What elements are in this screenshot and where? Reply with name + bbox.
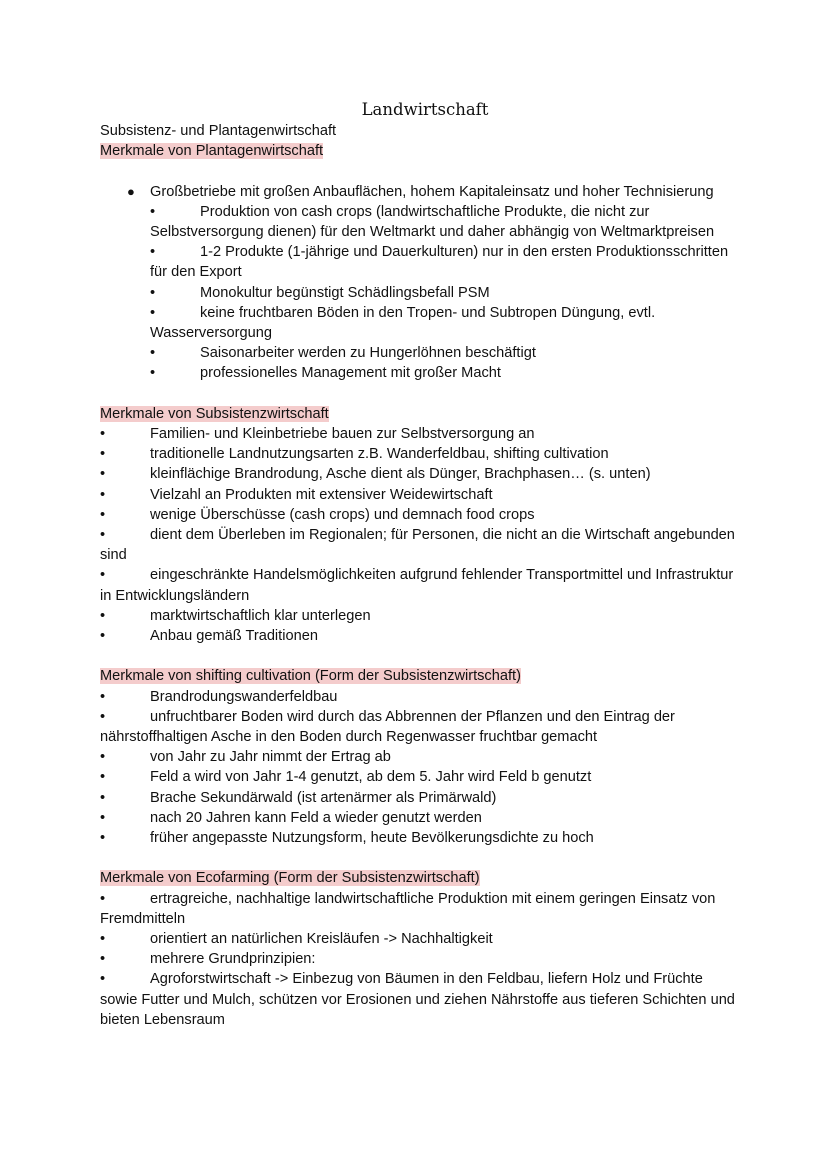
list-item-text: Brache Sekundärwald (ist artenärmer als Primärwald) xyxy=(150,789,497,806)
bullet-icon: • xyxy=(150,244,156,261)
bullet-icon: • xyxy=(100,426,106,443)
list-item-text: kleinflächige Brandrodung, Asche dient als Dünger, Brachphasen… (s. unten) xyxy=(150,466,651,483)
list-item: ● Großbetriebe mit großen Anbauflächen, hohem Kapitaleinsatz und hoher Technisierung xyxy=(100,182,740,202)
bullet-icon: • xyxy=(100,628,106,645)
section-heading: Merkmale von Plantagenwirtschaft xyxy=(100,143,324,160)
list-item xyxy=(100,525,740,565)
bullet-icon: • xyxy=(100,446,106,463)
section-heading: Merkmale von Subsistenzwirtschaft xyxy=(100,405,329,422)
list-item xyxy=(100,767,740,787)
list-item-text: unfruchtbarer Boden wird durch das Abbrennen der Pflanzen und den Eintrag der nährstoffhaltigen Asche in den Boden durch Regenwasser fruchtbar gemacht xyxy=(100,708,675,746)
bullet-icon: • xyxy=(100,809,106,826)
list-item xyxy=(100,424,740,444)
list-item xyxy=(100,889,740,929)
bullet-icon: • xyxy=(150,304,156,321)
bullet-icon: • xyxy=(100,789,106,806)
list-item-text: Feld a wird von Jahr 1-4 genutzt, ab dem 5. Jahr wird Feld b genutzt xyxy=(150,769,592,786)
list-item-text: 1-2 Produkte (1-jährige und Dauerkulturen) nur in den ersten Produktionsschritten für den Export xyxy=(150,244,729,281)
list-item xyxy=(100,242,740,282)
bullet-icon: • xyxy=(100,971,106,988)
list-item xyxy=(100,202,740,242)
bullet-icon: • xyxy=(100,749,106,766)
bullet-icon: • xyxy=(100,506,106,523)
list-item xyxy=(100,606,740,626)
list-item-text: von Jahr zu Jahr nimmt der Ertrag ab xyxy=(150,749,391,766)
bullet-icon: • xyxy=(150,203,156,220)
list-item-text: wenige Überschüsse (cash crops) und demnach food crops xyxy=(150,506,535,523)
section-ecofarming xyxy=(100,868,740,1030)
bullet-icon: • xyxy=(100,890,106,907)
list-item-text: ertragreiche, nachhaltige landwirtschaftliche Produktion mit einem geringen Einsatz von Fremdmitteln xyxy=(100,890,716,927)
list-item-text: Monokultur begünstigt Schädlingsbefall PSM xyxy=(200,284,490,301)
list-item-text: professionelles Management mit großer Macht xyxy=(200,365,501,382)
section-heading: Merkmale von Ecofarming (Form der Subsistenzwirtschaft) xyxy=(100,870,480,887)
list-item xyxy=(100,343,740,363)
list-item xyxy=(100,788,740,808)
section-heading: Merkmale von shifting cultivation (Form der Subsistenzwirtschaft) xyxy=(100,668,521,685)
bullet-icon: • xyxy=(150,284,156,301)
list-item xyxy=(100,626,740,646)
document-page xyxy=(100,98,740,1030)
list-item-text: Familien- und Kleinbetriebe bauen zur Selbstversorgung an xyxy=(150,426,535,443)
list-item-text: Brandrodungswanderfeldbau xyxy=(150,688,338,705)
bullet-icon: • xyxy=(100,527,106,544)
list-item xyxy=(100,707,740,747)
list-item-text: orientiert an natürlichen Kreisläufen -> Nachhaltigkeit xyxy=(150,931,493,948)
list-item-text: Saisonarbeiter werden zu Hungerlöhnen beschäftigt xyxy=(200,345,536,362)
list-item-text: Produktion von cash crops (landwirtschaftliche Produkte, die nicht zur Selbstversorgung dienen) für den Weltmarkt und daher abhängig von Weltmarktpreisen xyxy=(150,203,715,240)
subtitle: Subsistenz- und Plantagenwirtschaft xyxy=(100,123,337,139)
list-item-text: marktwirtschaftlich klar unterlegen xyxy=(150,607,371,624)
list-item xyxy=(100,949,740,969)
list-item-text: dient dem Überleben im Regionalen; für Personen, die nicht an die Wirtschaft angebunden sind xyxy=(100,527,735,564)
bullet-icon: • xyxy=(100,567,106,584)
bullet-icon: • xyxy=(150,365,156,382)
section-plantation xyxy=(100,141,740,383)
bullet-icon: • xyxy=(100,486,106,503)
list-item-text: traditionelle Landnutzungsarten z.B. Wanderfeldbau, shifting cultivation xyxy=(150,446,609,463)
list-item-text: Vielzahl an Produkten mit extensiver Weidewirtschaft xyxy=(150,486,493,503)
list-item xyxy=(100,565,740,605)
list-item xyxy=(100,303,740,343)
list-item xyxy=(100,808,740,828)
list-item-text: früher angepasste Nutzungsform, heute Bevölkerungsdichte zu hoch xyxy=(150,830,594,847)
section-subsistence xyxy=(100,404,740,646)
list-item xyxy=(100,363,740,383)
bullet-icon: • xyxy=(150,345,156,362)
list-item-text: keine fruchtbaren Böden in den Tropen- und Subtropen Düngung, evtl. Wasserversorgung xyxy=(150,304,656,342)
list-item xyxy=(100,485,740,505)
list-item xyxy=(100,444,740,464)
list-item xyxy=(100,283,740,303)
bullet-icon: • xyxy=(100,708,106,725)
list-item xyxy=(100,747,740,767)
list-item xyxy=(100,969,740,1030)
bullet-icon: • xyxy=(100,931,106,948)
bullet-icon: • xyxy=(100,769,106,786)
bullet-icon: • xyxy=(100,466,106,483)
list-item-text: Anbau gemäß Traditionen xyxy=(150,628,318,645)
bullet-icon: • xyxy=(100,607,106,624)
list-item-text: mehrere Grundprinzipien: xyxy=(150,951,316,968)
bullet-icon: • xyxy=(100,830,106,847)
list-item xyxy=(100,464,740,484)
list-item-text: eingeschränkte Handelsmöglichkeiten aufgrund fehlender Transportmittel und Infrastruktur in Entwicklungsländern xyxy=(100,567,734,604)
list-item xyxy=(100,505,740,525)
list-item-text: Agroforstwirtschaft -> Einbezug von Bäumen in den Feldbau, liefern Holz und Früchte sowie Futter und Mulch, schützen vor Erosionen und ziehen Nährstoffe aus tieferen Schichten und bieten Lebensraum xyxy=(100,971,735,1028)
list-item xyxy=(100,828,740,848)
bullet-icon: • xyxy=(100,688,106,705)
list-item xyxy=(100,929,740,949)
page-title: Landwirtschaft xyxy=(361,100,489,119)
list-item xyxy=(100,687,740,707)
bullet-icon: • xyxy=(100,951,106,968)
section-shifting-cultivation xyxy=(100,666,740,848)
list-item-text: nach 20 Jahren kann Feld a wieder genutzt werden xyxy=(150,809,482,826)
bullet-icon: ● xyxy=(127,183,135,199)
